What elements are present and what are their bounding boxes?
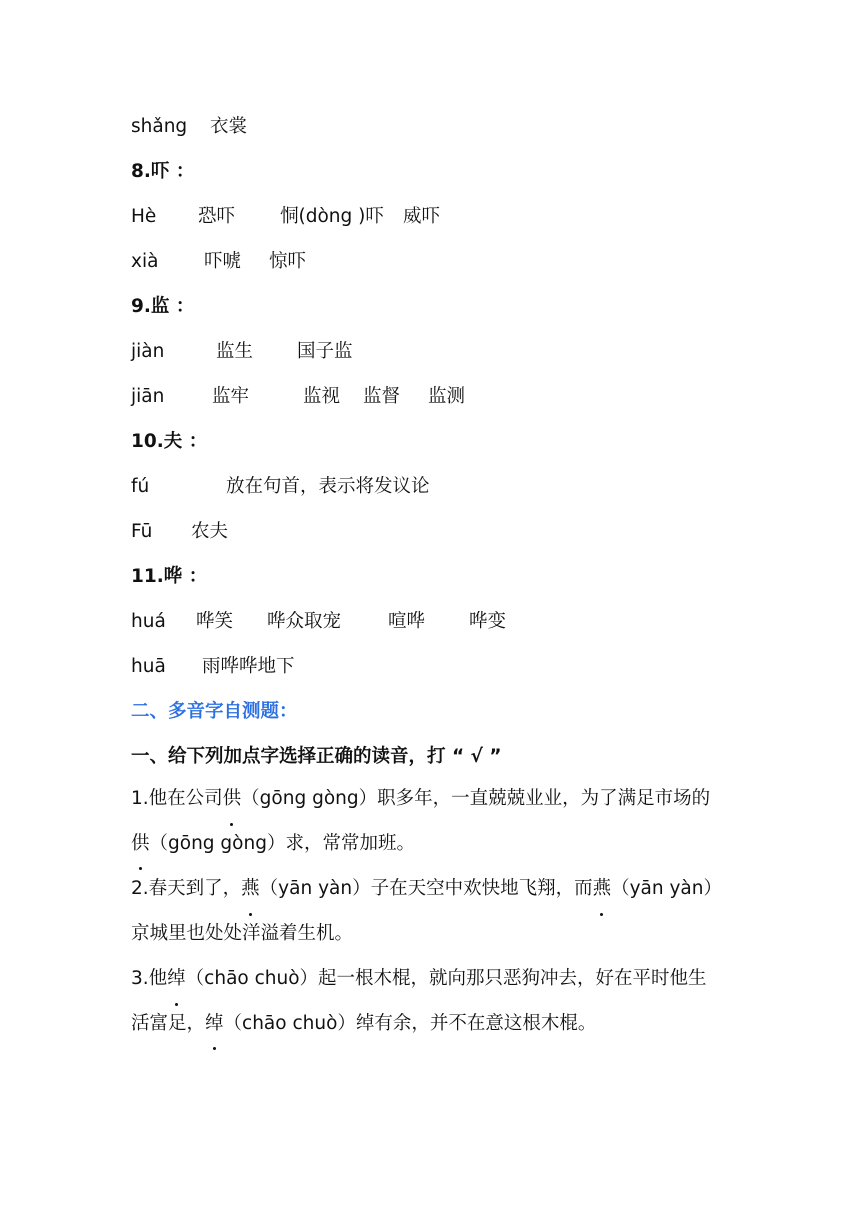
question-2 [131, 867, 741, 956]
word: 监牢 [212, 386, 250, 407]
word: 放在句首，表示将发议论 [226, 476, 430, 497]
section-2-title: 二、多音字自测题： [131, 701, 298, 722]
dotted-char: 燕 [593, 867, 612, 912]
word: 恐吓 [198, 206, 236, 227]
word: 喧哗 [388, 611, 426, 632]
text: （yān yàn）子在天空中欢快地飞翔，而 [259, 878, 593, 899]
text: （gōng gòng）职多年，一直兢兢业业，为了满足市场的 [241, 788, 711, 809]
question-3-line-2 [131, 1002, 741, 1047]
question-2-line-1 [131, 867, 741, 912]
pinyin: Hè [131, 206, 157, 227]
word: 监视 [303, 386, 341, 407]
text: 3.他 [131, 968, 168, 989]
text: 2.春天到了， [131, 878, 242, 899]
word: 衣裳 [210, 116, 248, 137]
question-3 [131, 957, 741, 1046]
item-9-heading: 9.监 ： [131, 296, 195, 317]
word: 监督 [363, 386, 401, 407]
pinyin: huā [131, 656, 166, 677]
pinyin: shǎng [131, 116, 188, 137]
text: 活富足， [131, 1012, 206, 1034]
question-1-line-1 [131, 777, 741, 822]
pinyin: huá [131, 611, 166, 632]
question-title: 一、给下列加点字选择正确的读音，打 “ √ ” [131, 746, 502, 767]
pinyin: jiàn [131, 341, 165, 362]
word: 监生 [216, 341, 254, 362]
word: 农夫 [191, 521, 229, 542]
word: 恫(dòng )吓 [280, 206, 384, 227]
dotted-char: 供 [131, 822, 150, 867]
pinyin: xià [131, 251, 159, 272]
item-8-heading: 8.吓 ： [131, 161, 195, 182]
dotted-char: 燕 [241, 867, 260, 912]
text: （chāo chuò）绰有余，并不在意这根木棍。 [223, 1012, 597, 1034]
item-10-heading: 10.夫 ： [131, 431, 208, 452]
word: 国子监 [297, 341, 353, 362]
dotted-char: 绰 [167, 957, 186, 1002]
text: 京城里也处处洋溢着生机。 [131, 922, 354, 944]
item-11-heading: 11.哗 ： [131, 566, 208, 587]
dotted-char: 供 [223, 777, 242, 822]
question-1-line-2 [131, 822, 741, 867]
text: 1.他在公司 [131, 788, 223, 809]
question-2-line-2 [131, 912, 741, 957]
text: （gōng gòng）求，常常加班。 [149, 832, 415, 854]
pinyin: jiān [131, 386, 165, 407]
word: 哗笑 [196, 611, 234, 632]
pinyin: fú [131, 476, 150, 497]
question-1 [131, 777, 741, 866]
question-3-line-1 [131, 957, 741, 1002]
word: 威吓 [403, 206, 441, 227]
word: 吓唬 [204, 251, 242, 272]
word: 雨哗哗地下 [202, 656, 295, 677]
word: 哗众取宠 [267, 611, 342, 632]
pinyin: Fū [131, 521, 153, 542]
text: （chāo chuò）起一根木棍，就向那只恶狗冲去，好在平时他生 [185, 968, 707, 989]
word: 哗变 [469, 611, 507, 632]
word: 监测 [428, 386, 466, 407]
text: （yān yàn） [611, 878, 722, 899]
word: 惊吓 [269, 251, 307, 272]
dotted-char: 绰 [205, 1002, 224, 1047]
